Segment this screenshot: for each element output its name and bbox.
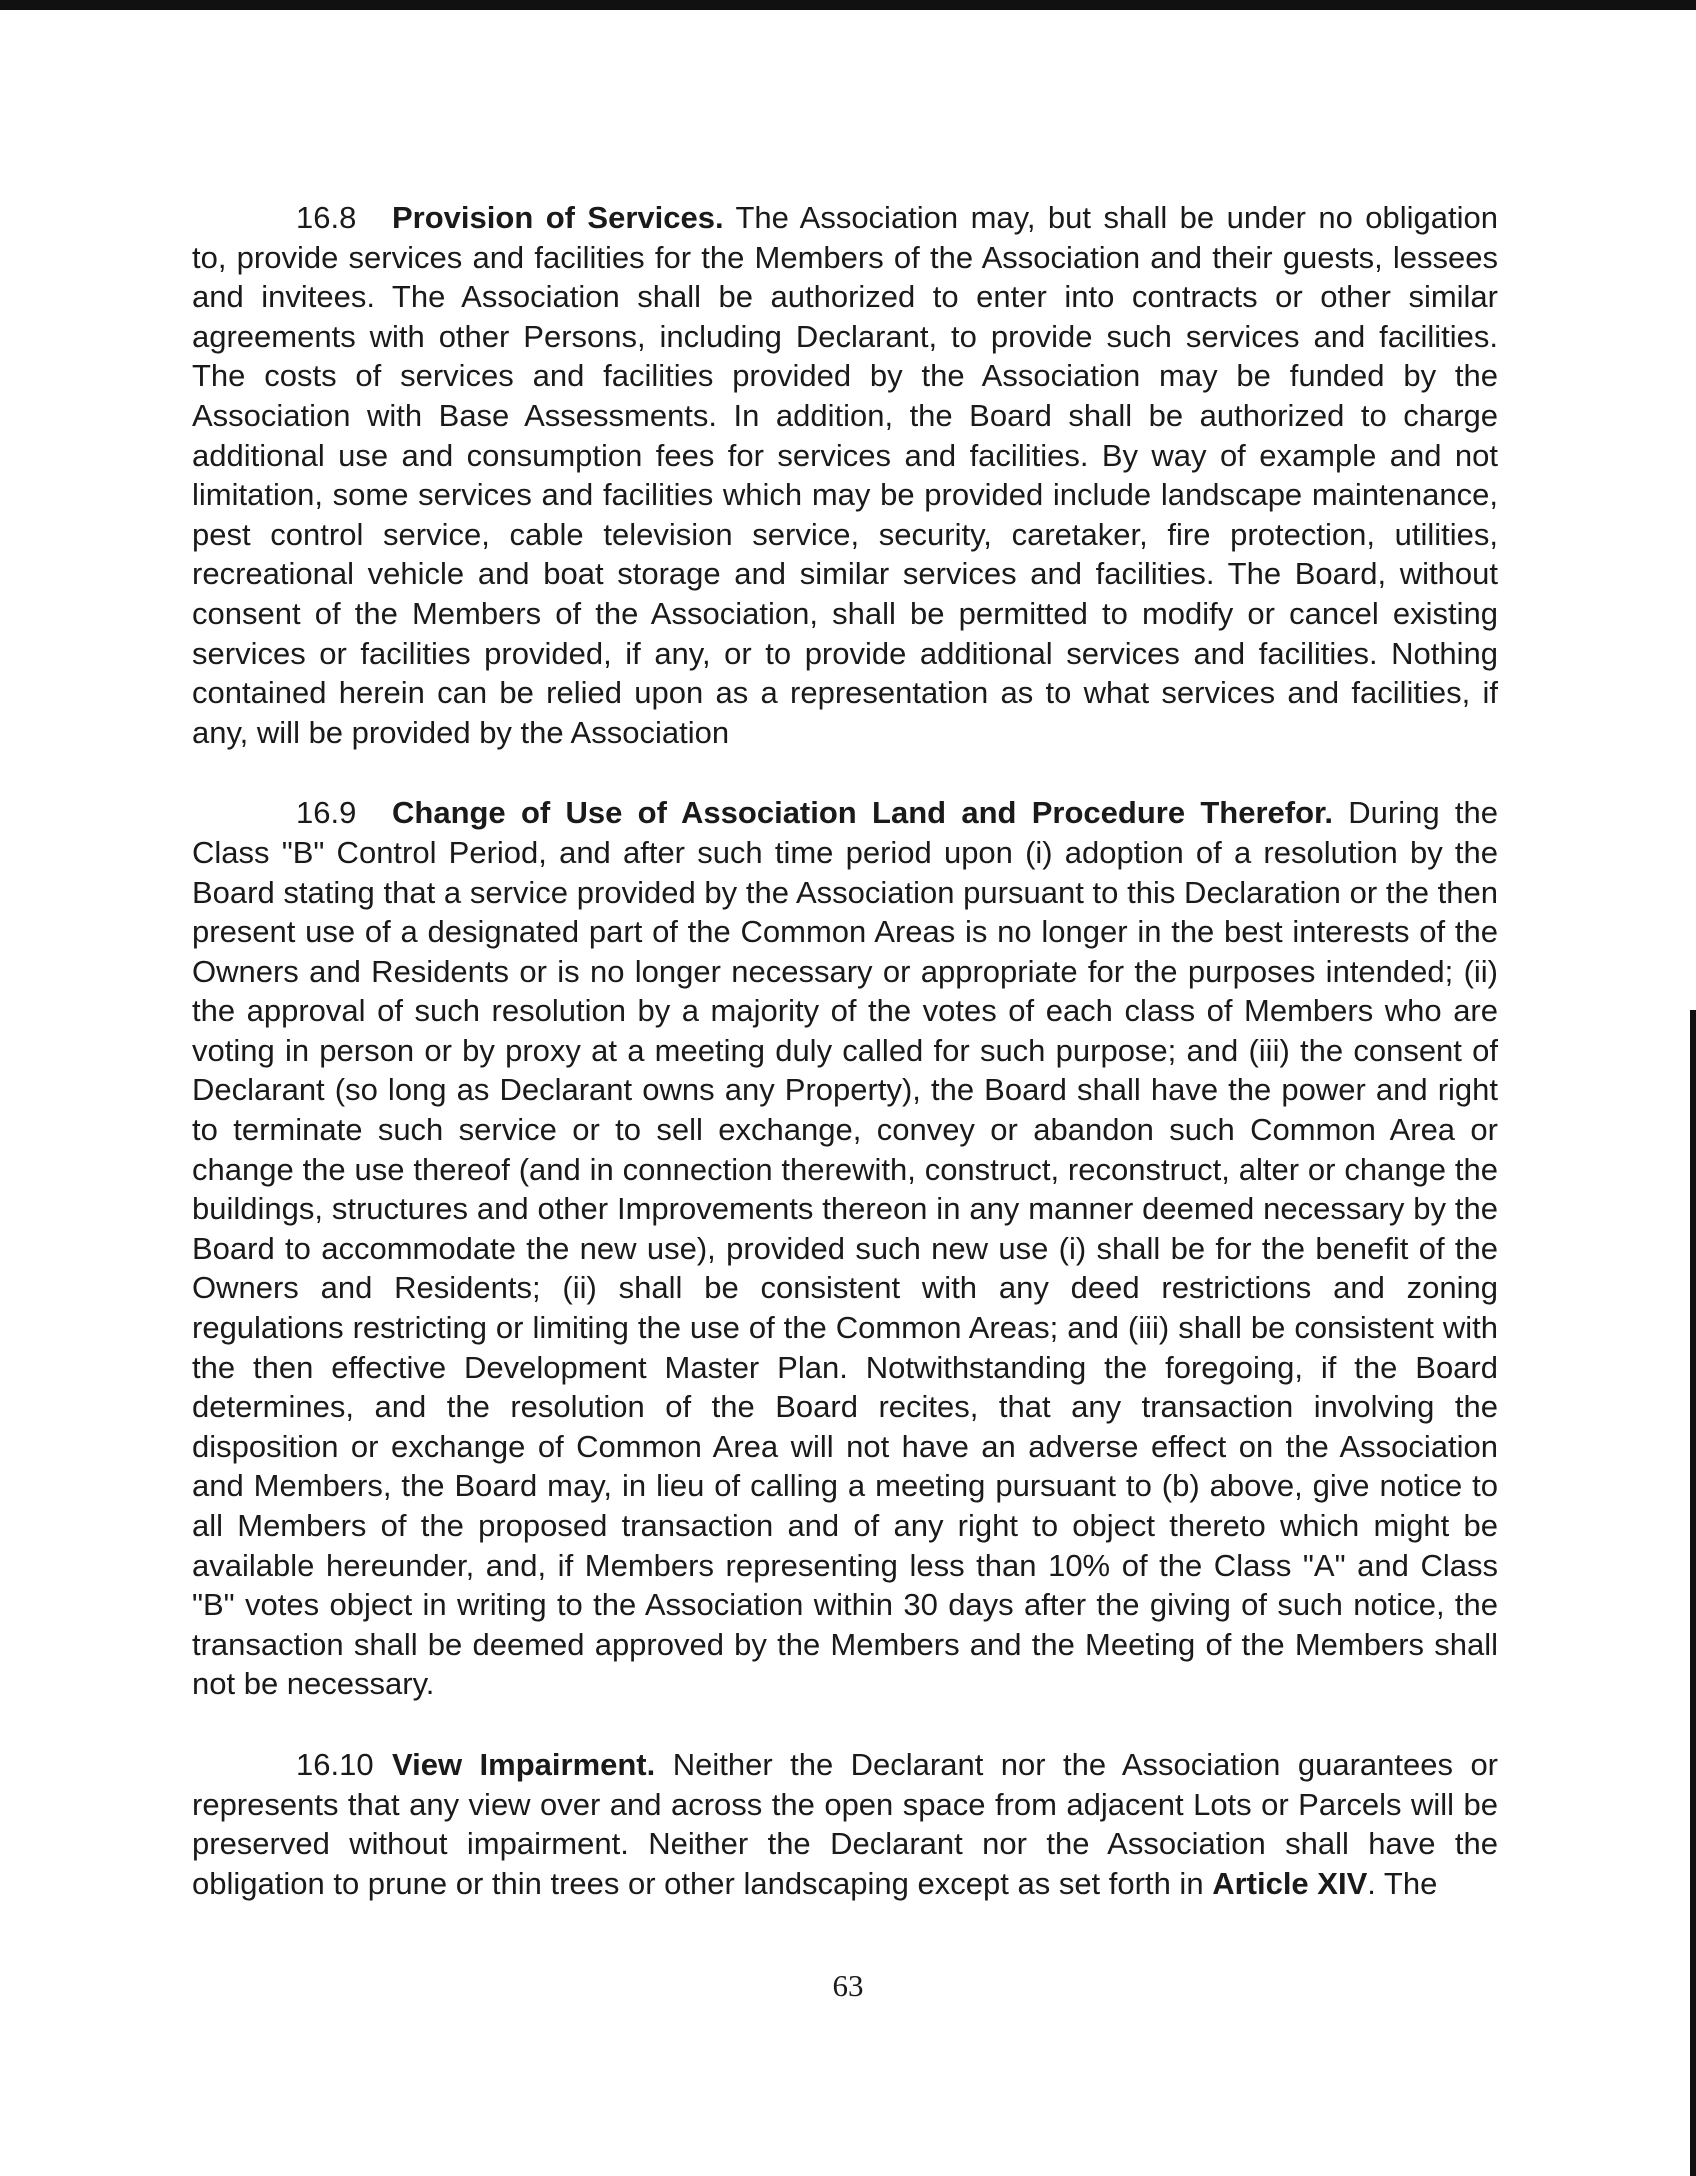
section-16-9 [192,793,1498,1704]
section-heading: View Impairment. [392,1746,656,1782]
section-16-10 [192,1745,1498,1903]
article-reference: Article XIV [1212,1865,1368,1901]
section-text: During the Class "B" Control Period, and after such time period upon (i) adoption of a resolution by the Board stating that a service provided by the Association pursuant to this Declaration or the then present use of a designated part of the Common Areas is no longer in the best interests of the Owners and Residents or is no longer necessary or appropriate for the purposes intended; (ii) the approval of such resolution by a majority of the votes of each class of Members who are voting in person or by proxy at a meeting duly called for such purpose; and (iii) the consent of Declarant (so long as Declarant owns any Property), the Board shall have the power and right to terminate such service or to sell exchange, convey or abandon such Common Area or change the use thereof (and in connection therewith, construct, reconstruct, alter or change the buildings, structures and other Improvements thereon in any manner deemed necessary by the Board to accommodate the new use), provided such new use (i) shall be for the benefit of the Owners and Residents; (ii) shall be consistent with any deed restrictions and zoning regulations restricting or limiting the use of the Common Areas; and (iii) shall be consistent with the then effective Development Master Plan. Notwithstanding the foregoing, if the Board determines, and the resolution of the Board recites, that any transaction involving the disposition or exchange of Common Area will not have an adverse effect on the Association and Members, the Board may, in lieu of calling a meeting pursuant to (b) above, give notice to all Members of the proposed transaction and of any right to object thereto which might be available hereunder, and, if Members representing less than 10% of the Class "A" and Class "B" votes object in writing to the Association within 30 days after the giving of such notice, the transaction shall be deemed approved by the Members and the Meeting of the Members shall not be necessary. [192,795,1498,1702]
section-heading: Change of Use of Association Land and Procedure Therefor. [392,795,1333,831]
section-heading: Provision of Services. [392,200,724,235]
section-16-8 [192,198,1498,752]
section-number: 16.8 [296,200,357,235]
scan-top-border [0,0,1696,10]
section-text: The Association may, but shall be under no obligation to, provide services and facilities for the Members of the Association and their guests, lessees and invitees. The Association shall be authorized to enter into contracts or other similar agreements with other Persons, including Declarant, to provide such services and facilities. The costs of services and facilities provided by the Association may be funded by the Association with Base Assessments. In addition, the Board shall be authorized to charge additional use and consumption fees for services and facilities. By way of example and not limitation, some services and facilities which may be provided include landscape maintenance, pest control service, cable television service, security, caretaker, fire protection, utilities, recreational vehicle and boat storage and similar services and facilities. The Board, without consent of the Members of the Association, shall be permitted to modify or cancel existing services or facilities provided, if any, or to provide additional services and facilities. Nothing contained herein can be relied upon as a representation as to what services and facilities, if any, will be provided by the Association [192,200,1498,750]
section-number: 16.9 [296,795,357,831]
document-body [192,198,1498,1944]
section-text-tail: . The [1367,1865,1438,1901]
section-text: Neither the Declarant nor the Association guarantees or represents that any view over and across the open space from adjacent Lots or Parcels will be preserved without impairment. Neither the Declarant nor the Association shall have the obligation to prune or thin trees or other landscaping except as set forth in [192,1746,1499,1901]
section-number: 16.10 [296,1746,374,1782]
page-number: 63 [832,1968,864,2003]
